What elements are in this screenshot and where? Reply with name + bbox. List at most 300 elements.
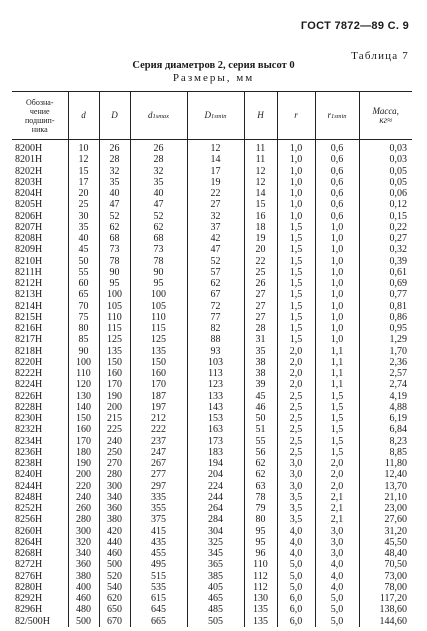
mass-cell: 144,60: [359, 616, 412, 627]
d-cell: 75: [68, 312, 99, 323]
mass-cell: 0,03: [359, 140, 412, 155]
mass-cell: 0,12: [359, 199, 412, 210]
table-body: [12, 140, 412, 627]
d1smax-cell: 26: [130, 140, 187, 155]
D-cell: 240: [99, 436, 130, 447]
r-cell: 3,5: [277, 503, 315, 514]
r1smin-cell: 0,6: [315, 177, 359, 188]
table-row: [12, 481, 412, 492]
r-cell: 1,5: [277, 256, 315, 267]
D-cell: 125: [99, 334, 130, 345]
d1smax-cell: 277: [130, 469, 187, 480]
designation-cell: 8238H: [15, 458, 43, 470]
D1smin-cell: 52: [187, 256, 244, 267]
table-row: [12, 199, 412, 210]
r1smin-cell: 2,0: [315, 469, 359, 480]
d1smax-cell: 100: [130, 289, 187, 300]
d1smax-cell: 645: [130, 604, 187, 615]
mass-cell: 0,77: [359, 289, 412, 300]
r1smin-cell: 5,0: [315, 604, 359, 615]
H-cell: 12: [244, 166, 277, 177]
d-cell: 35: [68, 222, 99, 233]
col-D1smin-label: D: [204, 109, 211, 120]
designation-cell: 8202H: [15, 165, 43, 177]
d1smax-cell: 665: [130, 616, 187, 627]
r-cell: 1,5: [277, 222, 315, 233]
d-cell: 25: [68, 199, 99, 210]
d1smax-cell: 170: [130, 379, 187, 390]
r1smin-cell: 3,0: [315, 537, 359, 548]
mass-cell: 0,39: [359, 256, 412, 267]
designation-cell: 8264H: [15, 536, 43, 548]
table-row: [12, 526, 412, 537]
r-cell: 2,5: [277, 413, 315, 424]
designation-cell: 8240H: [15, 469, 43, 481]
D-cell: 68: [99, 233, 130, 244]
col-mass-label: Масса, кг≈: [372, 105, 399, 125]
H-cell: 38: [244, 368, 277, 379]
r1smin-cell: 2,0: [315, 481, 359, 492]
D1smin-cell: 93: [187, 346, 244, 357]
D-cell: 520: [99, 571, 130, 582]
mass-cell: 11,80: [359, 458, 412, 469]
d-cell: 240: [68, 492, 99, 503]
mass-cell: 138,60: [359, 604, 412, 615]
table-row: [12, 278, 412, 289]
table-row: [12, 368, 412, 379]
table-row: [12, 616, 412, 627]
designation-cell: 8204H: [15, 188, 43, 200]
H-cell: 28: [244, 323, 277, 334]
d-cell: 460: [68, 593, 99, 604]
r1smin-cell: 1,0: [315, 289, 359, 300]
mass-cell: 0,22: [359, 222, 412, 233]
d-cell: 280: [68, 514, 99, 525]
D-cell: 460: [99, 548, 130, 559]
D1smin-cell: 19: [187, 177, 244, 188]
D-cell: 360: [99, 503, 130, 514]
mass-cell: 1,29: [359, 334, 412, 345]
designation-cell: 8207H: [15, 221, 43, 233]
H-cell: 112: [244, 582, 277, 593]
designation-cell: 8212H: [15, 278, 43, 290]
H-cell: 11: [244, 140, 277, 155]
D-cell: 47: [99, 199, 130, 210]
designation-cell: 8203H: [15, 176, 43, 188]
col-mass: [359, 92, 412, 140]
r1smin-cell: 1,5: [315, 391, 359, 402]
page-header: ГОСТ 7872—89 С. 9: [300, 20, 409, 32]
D1smin-cell: 123: [187, 379, 244, 390]
D1smin-cell: 14: [187, 154, 244, 165]
r-cell: 4,0: [277, 526, 315, 537]
r1smin-cell: 1,0: [315, 267, 359, 278]
D-cell: 170: [99, 379, 130, 390]
D1smin-cell: 72: [187, 301, 244, 312]
d-cell: 190: [68, 458, 99, 469]
H-cell: 95: [244, 537, 277, 548]
d1smax-cell: 32: [130, 166, 187, 177]
mass-cell: 0,69: [359, 278, 412, 289]
H-cell: 31: [244, 334, 277, 345]
d1smax-cell: 105: [130, 301, 187, 312]
mass-cell: 31,20: [359, 526, 412, 537]
H-cell: 63: [244, 481, 277, 492]
H-cell: 39: [244, 379, 277, 390]
table-row: [12, 436, 412, 447]
r-cell: 1,0: [277, 188, 315, 199]
H-cell: 50: [244, 413, 277, 424]
table-row: [12, 582, 412, 593]
H-cell: 16: [244, 211, 277, 222]
d-cell: 360: [68, 559, 99, 570]
H-cell: 62: [244, 469, 277, 480]
col-D1smin-sub: 1smin: [210, 112, 227, 120]
table-row: [12, 177, 412, 188]
table-header-row: [12, 92, 412, 140]
designation-cell: 8228H: [15, 401, 43, 413]
D-cell: 500: [99, 559, 130, 570]
col-r1smin-sub: 1smin: [330, 112, 347, 120]
mass-cell: 23,00: [359, 503, 412, 514]
r-cell: 2,5: [277, 391, 315, 402]
d1smax-cell: 68: [130, 233, 187, 244]
mass-cell: 4,88: [359, 402, 412, 413]
d1smax-cell: 95: [130, 278, 187, 289]
r-cell: 1,0: [277, 166, 315, 177]
D1smin-cell: 465: [187, 593, 244, 604]
d1smax-cell: 435: [130, 537, 187, 548]
r1smin-cell: 4,0: [315, 571, 359, 582]
d-cell: 10: [68, 140, 99, 155]
d1smax-cell: 78: [130, 256, 187, 267]
table-row: [12, 548, 412, 559]
D1smin-cell: 194: [187, 458, 244, 469]
D1smin-cell: 103: [187, 357, 244, 368]
r-cell: 3,5: [277, 514, 315, 525]
col-D1smin: [187, 92, 244, 140]
H-cell: 20: [244, 244, 277, 255]
D1smin-cell: 153: [187, 413, 244, 424]
D1smin-cell: 47: [187, 244, 244, 255]
r-cell: 1,5: [277, 334, 315, 345]
D-cell: 110: [99, 312, 130, 323]
r1smin-cell: 1,1: [315, 379, 359, 390]
r-cell: 6,0: [277, 616, 315, 627]
D1smin-cell: 67: [187, 289, 244, 300]
r1smin-cell: 1,1: [315, 346, 359, 357]
col-designation: [12, 92, 68, 140]
table-row: [12, 323, 412, 334]
H-cell: 38: [244, 357, 277, 368]
D-cell: 40: [99, 188, 130, 199]
mass-cell: 0,32: [359, 244, 412, 255]
r-cell: 3,0: [277, 458, 315, 469]
d1smax-cell: 40: [130, 188, 187, 199]
d1smax-cell: 90: [130, 267, 187, 278]
designation-cell: 8252H: [15, 503, 43, 515]
r1smin-cell: 5,0: [315, 593, 359, 604]
designation-cell: 8236H: [15, 446, 43, 458]
H-cell: 26: [244, 278, 277, 289]
r1smin-cell: 2,1: [315, 492, 359, 503]
mass-cell: 117,20: [359, 593, 412, 604]
D1smin-cell: 385: [187, 571, 244, 582]
designation-cell: 8210H: [15, 255, 43, 267]
d1smax-cell: 52: [130, 211, 187, 222]
table-row: [12, 559, 412, 570]
D1smin-cell: 133: [187, 391, 244, 402]
r1smin-cell: 1,0: [315, 312, 359, 323]
mass-cell: 13,70: [359, 481, 412, 492]
D1smin-cell: 183: [187, 447, 244, 458]
D1smin-cell: 27: [187, 199, 244, 210]
designation-cell: 8215H: [15, 311, 43, 323]
mass-cell: 8,23: [359, 436, 412, 447]
r-cell: 2,5: [277, 436, 315, 447]
H-cell: 62: [244, 458, 277, 469]
table-row: [12, 154, 412, 165]
table-row: [12, 402, 412, 413]
d-cell: 260: [68, 503, 99, 514]
D-cell: 380: [99, 514, 130, 525]
D1smin-cell: 37: [187, 222, 244, 233]
d-cell: 20: [68, 188, 99, 199]
r1smin-cell: 0,6: [315, 140, 359, 155]
r-cell: 6,0: [277, 604, 315, 615]
designation-cell: 8213H: [15, 289, 43, 301]
r1smin-cell: 1,5: [315, 413, 359, 424]
H-cell: 45: [244, 391, 277, 402]
mass-cell: 1,70: [359, 346, 412, 357]
d-cell: 500: [68, 616, 99, 627]
r1smin-cell: 2,0: [315, 458, 359, 469]
r-cell: 4,0: [277, 537, 315, 548]
r1smin-cell: 1,0: [315, 323, 359, 334]
r1smin-cell: 1,0: [315, 301, 359, 312]
D-cell: 26: [99, 140, 130, 155]
D1smin-cell: 143: [187, 402, 244, 413]
r-cell: 1,5: [277, 278, 315, 289]
d1smax-cell: 160: [130, 368, 187, 379]
d-cell: 400: [68, 582, 99, 593]
d1smax-cell: 125: [130, 334, 187, 345]
r1smin-cell: 3,0: [315, 548, 359, 559]
table-row: [12, 604, 412, 615]
H-cell: 12: [244, 177, 277, 188]
designation-cell: 8226H: [15, 390, 43, 402]
D1smin-cell: 32: [187, 211, 244, 222]
r1smin-cell: 3,0: [315, 526, 359, 537]
r-cell: 2,0: [277, 379, 315, 390]
d-cell: 170: [68, 436, 99, 447]
d-cell: 12: [68, 154, 99, 165]
table-row: [12, 233, 412, 244]
D-cell: 62: [99, 222, 130, 233]
mass-cell: 73,00: [359, 571, 412, 582]
H-cell: 14: [244, 188, 277, 199]
D-cell: 135: [99, 346, 130, 357]
d-cell: 140: [68, 402, 99, 413]
r-cell: 1,5: [277, 323, 315, 334]
table-row: [12, 312, 412, 323]
d-cell: 130: [68, 391, 99, 402]
table-label: Таблица 7: [351, 50, 409, 62]
table-row: [12, 222, 412, 233]
r-cell: 1,5: [277, 267, 315, 278]
designation-cell: 8272H: [15, 559, 43, 571]
D1smin-cell: 284: [187, 514, 244, 525]
D-cell: 115: [99, 323, 130, 334]
table-subtitle: Размеры, мм: [172, 72, 255, 84]
col-r1smin-label: r: [327, 109, 331, 120]
D1smin-cell: 163: [187, 424, 244, 435]
r1smin-cell: 1,5: [315, 424, 359, 435]
r1smin-cell: 0,6: [315, 188, 359, 199]
d-cell: 180: [68, 447, 99, 458]
mass-cell: 6,84: [359, 424, 412, 435]
designation-cell: 8211H: [15, 266, 42, 278]
d-cell: 60: [68, 278, 99, 289]
d1smax-cell: 73: [130, 244, 187, 255]
H-cell: 56: [244, 447, 277, 458]
d1smax-cell: 237: [130, 436, 187, 447]
designation-cell: 8276H: [15, 570, 43, 582]
table-row: [12, 469, 412, 480]
r1smin-cell: 0,6: [315, 154, 359, 165]
D-cell: 650: [99, 604, 130, 615]
mass-cell: 8,85: [359, 447, 412, 458]
table-row: [12, 267, 412, 278]
H-cell: 15: [244, 199, 277, 210]
D-cell: 150: [99, 357, 130, 368]
mass-cell: 0,03: [359, 154, 412, 165]
d1smax-cell: 375: [130, 514, 187, 525]
d1smax-cell: 495: [130, 559, 187, 570]
designation-cell: 8217H: [15, 334, 43, 346]
col-r1smin: [315, 92, 359, 140]
H-cell: 27: [244, 289, 277, 300]
d-cell: 340: [68, 548, 99, 559]
d-cell: 15: [68, 166, 99, 177]
r1smin-cell: 1,0: [315, 256, 359, 267]
table-row: [12, 537, 412, 548]
d-cell: 50: [68, 256, 99, 267]
col-d: [68, 92, 99, 140]
d1smax-cell: 335: [130, 492, 187, 503]
D1smin-cell: 173: [187, 436, 244, 447]
table-row: [12, 492, 412, 503]
col-D: [99, 92, 130, 140]
d-cell: 17: [68, 177, 99, 188]
d-cell: 480: [68, 604, 99, 615]
r-cell: 3,0: [277, 469, 315, 480]
d-cell: 380: [68, 571, 99, 582]
mass-cell: 0,86: [359, 312, 412, 323]
table-row: [12, 140, 412, 155]
d-cell: 300: [68, 526, 99, 537]
D1smin-cell: 264: [187, 503, 244, 514]
d1smax-cell: 28: [130, 154, 187, 165]
table-row: [12, 301, 412, 312]
D1smin-cell: 224: [187, 481, 244, 492]
D1smin-cell: 12: [187, 140, 244, 155]
designation-cell: 8224H: [15, 379, 43, 391]
d-cell: 30: [68, 211, 99, 222]
d1smax-cell: 187: [130, 391, 187, 402]
mass-cell: 78,00: [359, 582, 412, 593]
table-row: [12, 334, 412, 345]
d-cell: 55: [68, 267, 99, 278]
d-cell: 160: [68, 424, 99, 435]
mass-cell: 0,06: [359, 188, 412, 199]
d-cell: 80: [68, 323, 99, 334]
mass-cell: 0,05: [359, 177, 412, 188]
r-cell: 1,5: [277, 244, 315, 255]
d1smax-cell: 297: [130, 481, 187, 492]
r1smin-cell: 0,6: [315, 199, 359, 210]
d-cell: 320: [68, 537, 99, 548]
D-cell: 200: [99, 402, 130, 413]
table-row: [12, 447, 412, 458]
r-cell: 1,0: [277, 211, 315, 222]
r-cell: 2,5: [277, 447, 315, 458]
D-cell: 280: [99, 469, 130, 480]
d-cell: 110: [68, 368, 99, 379]
designation-cell: 8234H: [15, 435, 43, 447]
r1smin-cell: 4,0: [315, 582, 359, 593]
H-cell: 78: [244, 492, 277, 503]
d1smax-cell: 135: [130, 346, 187, 357]
H-cell: 27: [244, 312, 277, 323]
r-cell: 2,0: [277, 357, 315, 368]
r-cell: 5,0: [277, 582, 315, 593]
H-cell: 11: [244, 154, 277, 165]
d-cell: 150: [68, 413, 99, 424]
r-cell: 1,5: [277, 301, 315, 312]
H-cell: 95: [244, 526, 277, 537]
D1smin-cell: 505: [187, 616, 244, 627]
table-row: [12, 346, 412, 357]
r-cell: 1,0: [277, 154, 315, 165]
r1smin-cell: 1,5: [315, 436, 359, 447]
d-cell: 70: [68, 301, 99, 312]
col-d1smax-sub: 1smax: [152, 112, 170, 120]
H-cell: 19: [244, 233, 277, 244]
r-cell: 1,5: [277, 233, 315, 244]
d1smax-cell: 47: [130, 199, 187, 210]
table-row: [12, 211, 412, 222]
r1smin-cell: 1,0: [315, 233, 359, 244]
D-cell: 340: [99, 492, 130, 503]
designation-cell: 8206H: [15, 210, 43, 222]
designation-cell: 8216H: [15, 323, 43, 335]
H-cell: 96: [244, 548, 277, 559]
r-cell: 1,0: [277, 199, 315, 210]
table-row: [12, 244, 412, 255]
d1smax-cell: 247: [130, 447, 187, 458]
r1smin-cell: 1,5: [315, 402, 359, 413]
mass-cell: 45,50: [359, 537, 412, 548]
r-cell: 1,0: [277, 177, 315, 188]
D-cell: 215: [99, 413, 130, 424]
r-cell: 2,5: [277, 402, 315, 413]
col-d1smax-label: d: [147, 109, 153, 120]
D-cell: 540: [99, 582, 130, 593]
d1smax-cell: 222: [130, 424, 187, 435]
r1smin-cell: 5,0: [315, 616, 359, 627]
col-r-label: r: [294, 110, 298, 120]
